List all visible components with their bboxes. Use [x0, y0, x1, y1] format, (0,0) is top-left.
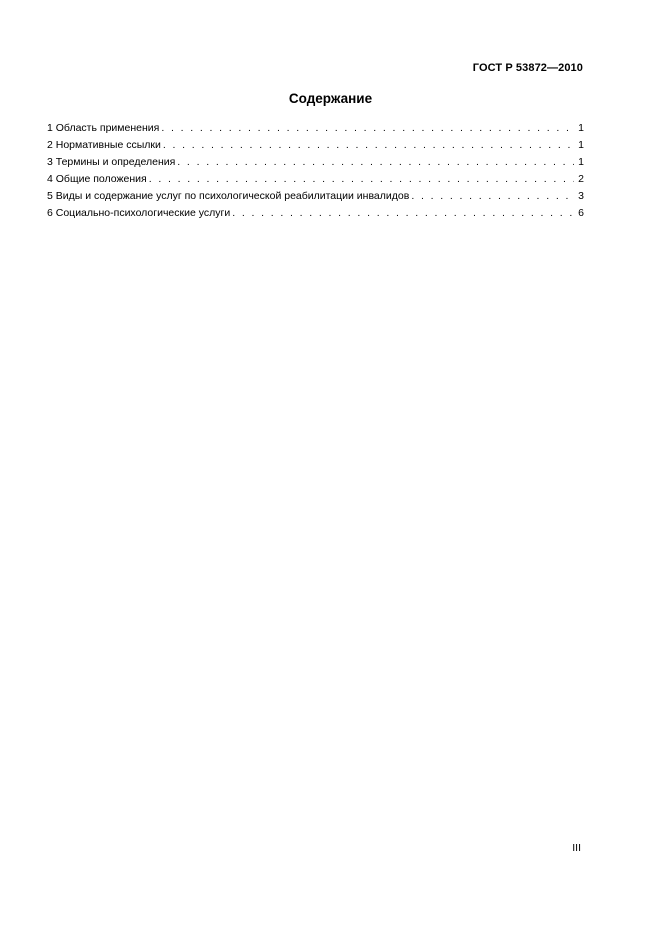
toc-entry-label: 3 Термины и определения: [47, 156, 176, 168]
toc-entry-label: 6 Социально-психологические услуги: [47, 207, 231, 219]
toc-dot-leader: [232, 205, 574, 222]
toc-dot-leader: [177, 154, 574, 171]
toc-entry-socio-psychological-services[interactable]: [47, 205, 584, 222]
toc-entry-page: 1: [578, 139, 584, 151]
toc-entry-scope[interactable]: [47, 120, 584, 137]
toc-entry-page: 1: [578, 122, 584, 134]
document-header-code: ГОСТ Р 53872—2010: [472, 62, 583, 74]
toc-entry-label: 4 Общие положения: [47, 173, 147, 185]
toc-entry-normative-references[interactable]: [47, 137, 584, 154]
toc-entry-general-provisions[interactable]: [47, 171, 584, 188]
toc-entry-page: 6: [578, 207, 584, 219]
toc-dot-leader: [149, 171, 574, 188]
toc-dot-leader: [163, 137, 574, 154]
toc-entry-service-types[interactable]: [47, 188, 584, 205]
toc-entry-page: 1: [578, 156, 584, 168]
toc-entry-label: 1 Область применения: [47, 122, 160, 134]
toc-title: Содержание: [288, 91, 373, 106]
page-number: III: [572, 842, 581, 854]
table-of-contents: [47, 120, 584, 222]
toc-dot-leader: [411, 188, 574, 205]
toc-entry-label: 2 Нормативные ссылки: [47, 139, 161, 151]
toc-entry-label: 5 Виды и содержание услуг по психологической реабилитации инвалидов: [47, 190, 410, 202]
toc-entry-page: 3: [578, 190, 584, 202]
toc-dot-leader: [161, 120, 574, 137]
toc-entry-terms-definitions[interactable]: [47, 154, 584, 171]
toc-entry-page: 2: [578, 173, 584, 185]
